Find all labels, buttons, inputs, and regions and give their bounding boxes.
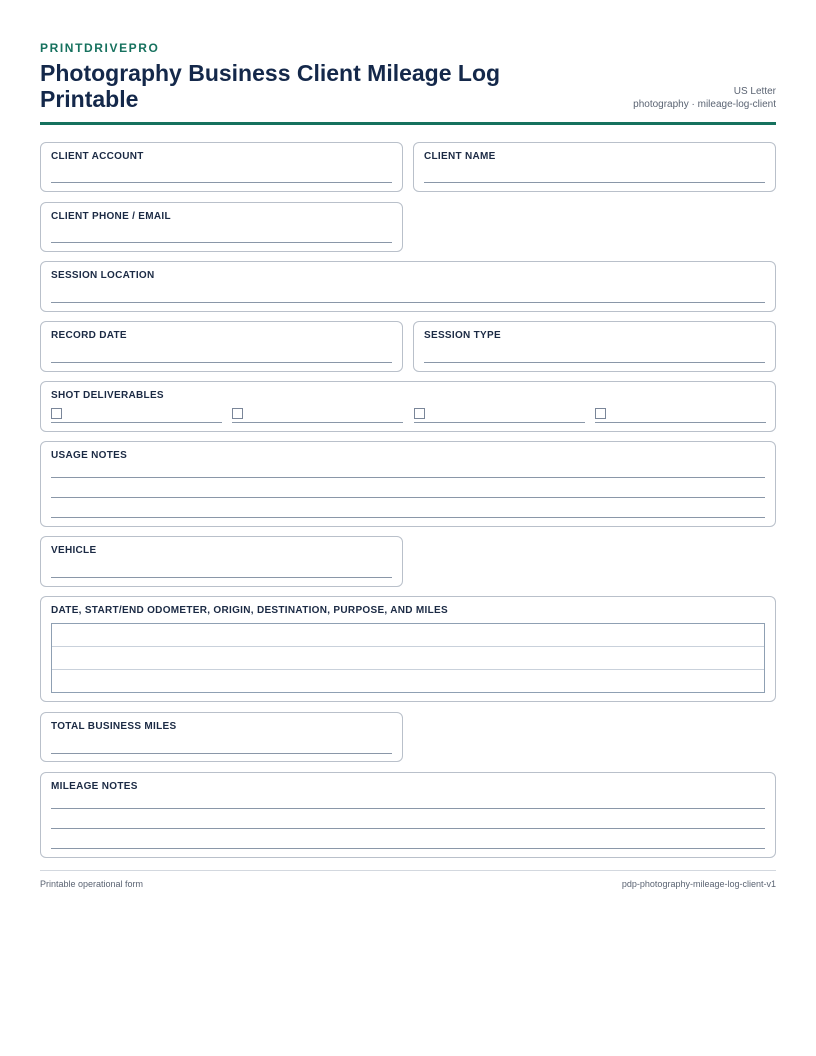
paper-size: US Letter: [733, 86, 776, 97]
checkbox[interactable]: [595, 408, 606, 419]
trip-log-box: [40, 596, 776, 702]
client-contact-box: [40, 202, 403, 252]
vehicle-field[interactable]: [51, 577, 392, 578]
trip-log-table: [51, 623, 765, 693]
record-date-label: RECORD DATE: [51, 330, 127, 341]
session-type-label: SESSION TYPE: [424, 330, 501, 341]
deliverable-field[interactable]: [595, 422, 766, 423]
client-contact-label: CLIENT PHONE / EMAIL: [51, 211, 171, 222]
usage-notes-label: USAGE NOTES: [51, 450, 128, 461]
checkbox[interactable]: [232, 408, 243, 419]
mileage-notes-label: MILEAGE NOTES: [51, 781, 138, 792]
brand-name: PRINTDRIVEPRO: [40, 41, 160, 55]
usage-notes-line[interactable]: [51, 497, 765, 498]
footer-description: Printable operational form: [40, 879, 144, 889]
session-location-field[interactable]: [51, 302, 765, 303]
record-date-box: [40, 321, 403, 372]
deliverable-option: [232, 408, 403, 422]
usage-notes-line[interactable]: [51, 517, 765, 518]
deliverable-field[interactable]: [232, 422, 403, 423]
document-tags: photography · mileage-log-client: [633, 99, 776, 110]
record-date-field[interactable]: [51, 362, 392, 363]
table-row[interactable]: [52, 624, 764, 647]
vehicle-label: VEHICLE: [51, 545, 97, 556]
usage-notes-line[interactable]: [51, 477, 765, 478]
client-name-box: [413, 142, 776, 192]
document-meta: [633, 85, 776, 111]
client-name-field[interactable]: [424, 182, 765, 183]
vehicle-box: [40, 536, 403, 587]
shot-deliverables-box: [40, 381, 776, 432]
deliverable-field[interactable]: [51, 422, 222, 423]
session-location-box: [40, 261, 776, 312]
footer-form-id: pdp-photography-mileage-log-client-v1: [621, 879, 776, 889]
session-type-field[interactable]: [424, 362, 765, 363]
session-location-label: SESSION LOCATION: [51, 270, 155, 281]
shot-deliverables-label: SHOT DELIVERABLES: [51, 390, 164, 401]
client-contact-field[interactable]: [51, 242, 392, 243]
page-title: Photography Business Client Mileage Log Printable: [40, 60, 501, 112]
client-account-label: CLIENT ACCOUNT: [51, 151, 144, 162]
table-row[interactable]: [52, 647, 764, 670]
client-account-box: [40, 142, 403, 192]
usage-notes-box: [40, 441, 776, 527]
mileage-notes-line[interactable]: [51, 808, 765, 809]
deliverable-option: [51, 408, 222, 422]
table-row[interactable]: [52, 670, 764, 693]
checkbox[interactable]: [51, 408, 62, 419]
deliverable-option: [595, 408, 766, 422]
total-miles-label: TOTAL BUSINESS MILES: [51, 721, 177, 732]
mileage-notes-line[interactable]: [51, 828, 765, 829]
deliverable-field[interactable]: [414, 422, 585, 423]
mileage-notes-box: [40, 772, 776, 858]
client-name-label: CLIENT NAME: [424, 151, 496, 162]
total-miles-field[interactable]: [51, 753, 392, 754]
client-account-field[interactable]: [51, 182, 392, 183]
mileage-notes-line[interactable]: [51, 848, 765, 849]
total-miles-box: [40, 712, 403, 762]
footer-divider: [40, 870, 776, 871]
header-divider: [40, 122, 776, 125]
deliverable-option: [414, 408, 585, 422]
session-type-box: [413, 321, 776, 372]
trip-log-label: DATE, START/END ODOMETER, ORIGIN, DESTINATION, PURPOSE, AND MILES: [51, 605, 448, 616]
checkbox[interactable]: [414, 408, 425, 419]
